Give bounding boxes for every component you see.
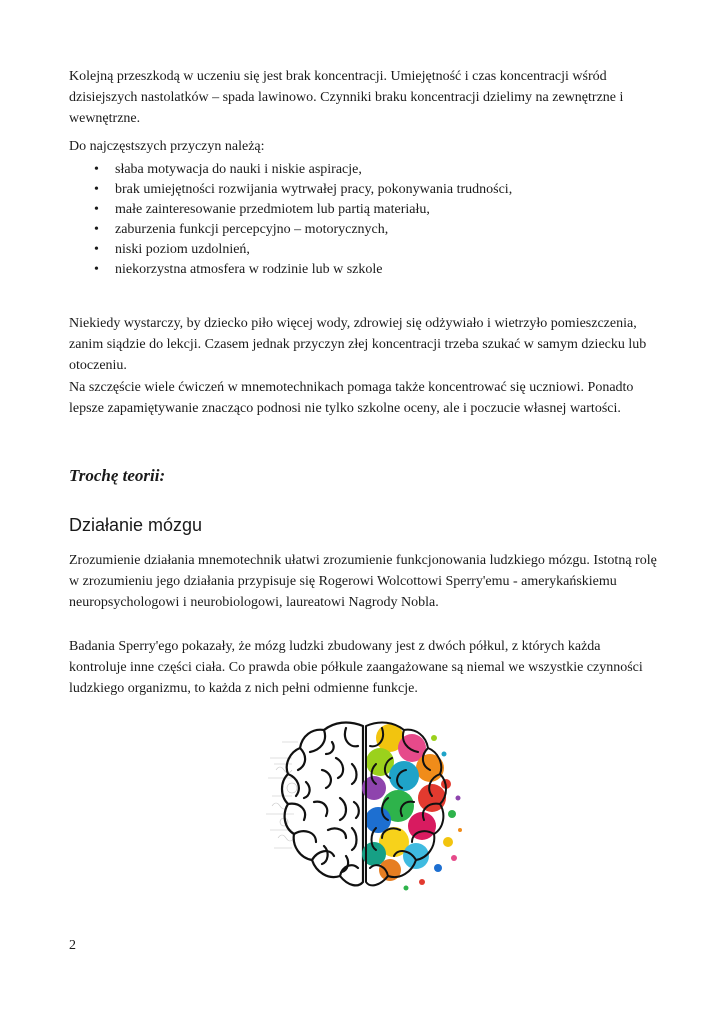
paragraph-water-advice: Niekiedy wystarczy, by dziecko piło więcej wody, zdrowiej się odżywiało i wietrzyło pomieszczenia, zanim siądzie do lekcji. Czasem jednak przyczyn złej koncentracji trzeba szukać w samym dziecku lub otoczeniu.	[69, 316, 647, 373]
paragraph-sperry-intro: Zrozumienie działania mnemotechnik ułatwi zrozumienie funkcjonowania ludzkiego mózgu. Istotną rolę w zrozumieniu jego działania przypisuje się Rogerowi Wolcottowi Sperry'emu - amerykańskiemu neuropsychologowi i neurobiologowi, laureatowi Nagrody Nobla.	[69, 553, 657, 610]
list-item: • brak umiejętności rozwijania wytrwałej pracy, pokonywania trudności,	[94, 182, 513, 197]
paragraph-mnemonics-help: Na szczęście wiele ćwiczeń w mnemotechnikach pomaga także koncentrować się uczniowi. Ponadto lepsze zapamiętywanie znacząco podnosi nie tylko szkolne oceny, ale i poczucie własnej wartości.	[69, 380, 634, 416]
heading-theory: Trochę teorii:	[69, 466, 166, 485]
heading-brain-function: Działanie mózgu	[69, 515, 203, 535]
paragraph-sperry-research: Badania Sperry'ego pokazały, że mózg ludzki zbudowany jest z dwóch półkul, z których każda kontroluje inne części ciała. Co prawda obie półkule zaangażowane są niemal we wszystkie czynności ludzkiego organizmu, to każda z nich pełni odmienne funkcje.	[69, 639, 643, 696]
list-item: • niekorzystna atmosfera w rodzinie lub w szkole	[94, 262, 383, 277]
list-item: • małe zainteresowanie przedmiotem lub partią materiału,	[94, 202, 430, 217]
paragraph-causes-intro: Do najczęstszych przyczyn należą:	[69, 139, 265, 154]
page-number: 2	[69, 938, 76, 953]
list-item: • słaba motywacja do nauki i niskie aspiracje,	[94, 162, 362, 177]
causes-list	[69, 160, 512, 280]
list-item: • zaburzenia funkcji percepcyjno – motorycznych,	[94, 222, 389, 237]
brain-illustration	[262, 718, 467, 898]
left-hemisphere	[282, 723, 363, 886]
paragraph-concentration-intro: Kolejną przeszkodą w uczeniu się jest brak koncentracji. Umiejętność i czas koncentracji wśród dzisiejszych nastolatków – spada lawinowo. Czynniki braku koncentracji dzielimy na zewnętrzne i wewnętrzne.	[69, 69, 624, 126]
list-item: • niski poziom uzdolnień,	[94, 242, 250, 257]
